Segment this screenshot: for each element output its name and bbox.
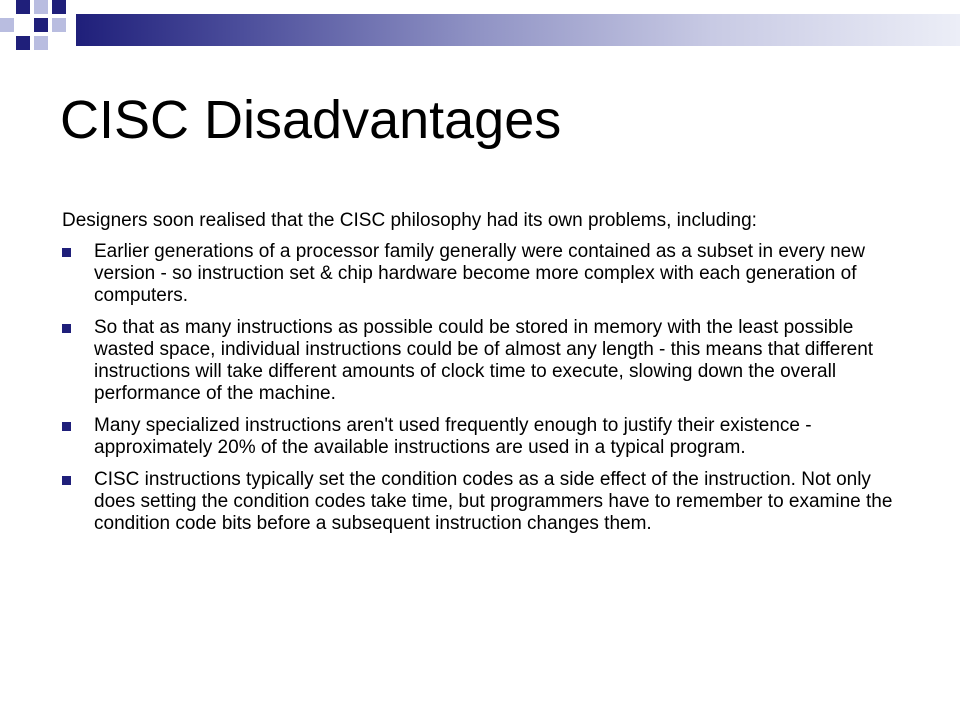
- slide-body: [62, 210, 912, 545]
- intro-paragraph: Designers soon realised that the CISC philosophy had its own problems, including:: [62, 210, 757, 231]
- list-item: [62, 241, 912, 307]
- list-item: [62, 469, 912, 535]
- list-item-text: CISC instructions typically set the condition codes as a side effect of the instruction. Not only does setting the condition codes take time, but programmers have to remember to examine the condition code bits before a subsequent instruction changes them.: [94, 469, 893, 534]
- square-bullet-icon: [62, 476, 71, 485]
- decor-square-icon: [34, 0, 48, 14]
- decor-square-icon: [52, 18, 66, 32]
- square-bullet-icon: [62, 422, 71, 431]
- list-item-text: Earlier generations of a processor family generally were contained as a subset in every new version - so instruction set & chip hardware become more complex with each generation of computers.: [94, 241, 865, 306]
- list-item-text: So that as many instructions as possible could be stored in memory with the least possible wasted space, individual instructions could be of almost any length - this means that different instructions will take different amounts of clock time to execute, slowing down the overall performance of the machine.: [94, 317, 874, 404]
- decor-square-icon: [16, 36, 30, 50]
- square-bullet-icon: [62, 248, 71, 257]
- decor-square-icon: [16, 0, 30, 14]
- list-item-text: Many specialized instructions aren't used frequently enough to justify their existence -approximately 20% of the available instructions are used in a typical program.: [94, 415, 812, 458]
- decor-square-icon: [34, 18, 48, 32]
- square-bullet-icon: [62, 324, 71, 333]
- decor-square-icon: [0, 18, 14, 32]
- decor-square-icon: [52, 0, 66, 14]
- list-item: [62, 317, 912, 405]
- bullet-list: [62, 241, 912, 535]
- header-gradient-bar: [76, 14, 960, 46]
- decor-square-icon: [34, 36, 48, 50]
- slide-title: CISC Disadvantages: [60, 90, 562, 150]
- list-item: [62, 415, 912, 459]
